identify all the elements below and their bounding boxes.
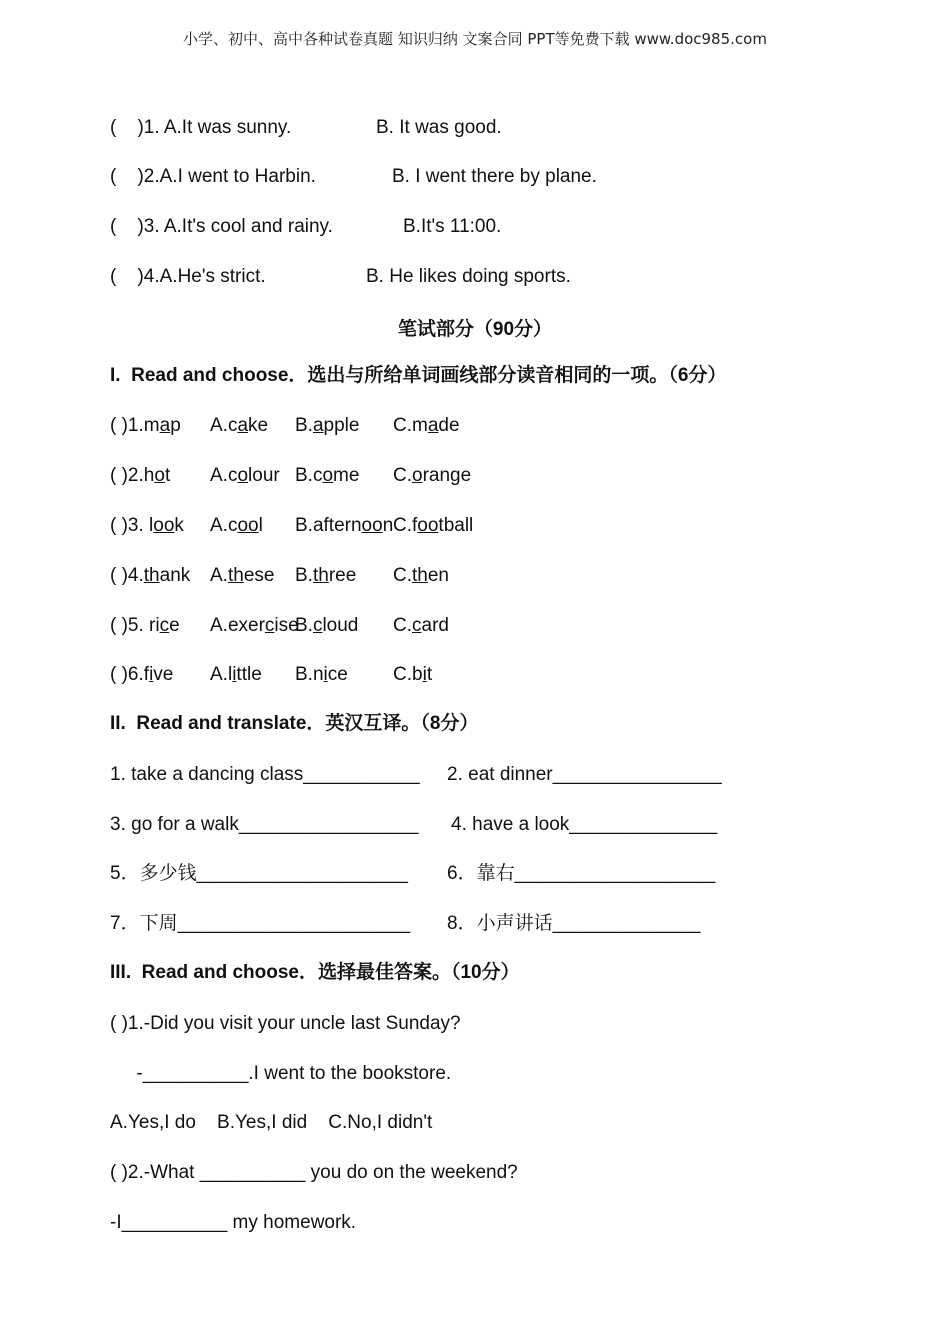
- phonics-option-c: [393, 514, 473, 538]
- phonics-option-b: [295, 514, 393, 538]
- phonics-option-a: [210, 614, 299, 638]
- word-part: A.exer: [210, 615, 265, 636]
- phonics-option-c: [393, 564, 449, 588]
- word-part: A.c: [210, 515, 238, 536]
- section-3-title: III. Read and choose．选择最佳答案。（10分）: [110, 962, 520, 983]
- translate-item: 8．小声讲话______________: [447, 913, 701, 934]
- underlined-letters: oo: [237, 515, 259, 536]
- underlined-letters: o: [322, 465, 334, 486]
- phonics-option-a: [210, 464, 280, 488]
- translate-item: 7．下周______________________: [110, 913, 411, 934]
- underlined-letters: o: [412, 465, 423, 486]
- underlined-letters: oo: [417, 515, 439, 536]
- word-part: A.c: [210, 465, 238, 486]
- underlined-letters: a: [159, 415, 171, 436]
- underlined-letters: i: [149, 664, 154, 685]
- phonics-option-b: [295, 564, 356, 588]
- word-part: ( )2.h: [110, 465, 155, 486]
- word-part: de: [438, 415, 460, 436]
- listening-option-b: B. He likes doing sports.: [366, 266, 571, 287]
- phonics-option-c: [393, 614, 449, 638]
- phonics-option-c: [393, 414, 460, 438]
- underlined-letters: i: [323, 664, 328, 685]
- page-header: 小学、初中、高中各种试卷真题 知识归纳 文案合同 PPT等免费下载 www.doc985.com: [183, 30, 767, 48]
- word-part: t: [426, 664, 433, 685]
- listening-option-a: ( )2.A.I went to Harbin.: [110, 166, 316, 187]
- word-part: B.aftern: [295, 515, 362, 536]
- word-part: C.: [393, 465, 412, 486]
- word-part: ard: [421, 615, 449, 636]
- phonics-option-b: [295, 464, 359, 488]
- underlined-letters: th: [143, 565, 160, 586]
- word-part: range: [422, 465, 472, 486]
- word-part: tball: [438, 515, 474, 536]
- word-part: C.m: [393, 415, 428, 436]
- phonics-option-a: [210, 564, 274, 588]
- word-part: A.: [210, 565, 228, 586]
- word-part: B.c: [295, 465, 323, 486]
- underlined-letters: c: [312, 615, 323, 636]
- word-part: ke: [248, 415, 269, 436]
- listening-option-a: ( )1. A.It was sunny.: [110, 117, 292, 138]
- word-part: B.: [295, 565, 313, 586]
- listening-option-b: B.It's 11:00.: [403, 216, 502, 237]
- listening-option-a: ( )4.A.He's strict.: [110, 266, 266, 287]
- word-part: t: [164, 465, 171, 486]
- phonics-option-b: [295, 414, 359, 438]
- word-part: ( )5. ri: [110, 615, 160, 636]
- word-part: C.: [393, 565, 412, 586]
- word-part: pple: [323, 415, 360, 436]
- question-line: -I__________ my homework.: [110, 1212, 357, 1233]
- word-part: n: [382, 515, 394, 536]
- listening-option-a: ( )3. A.It's cool and rainy.: [110, 216, 333, 237]
- translate-item: 3. go for a walk_________________: [110, 814, 419, 835]
- underlined-letters: c: [264, 615, 275, 636]
- word-part: l: [258, 515, 263, 536]
- word-part: me: [333, 465, 360, 486]
- word-part: ( )4.: [110, 565, 144, 586]
- word-part: ce: [327, 664, 348, 685]
- word-part: ( )3. l: [110, 515, 154, 536]
- word-part: p: [170, 415, 181, 436]
- underlined-letters: th: [312, 565, 329, 586]
- word-part: ( )1.m: [110, 415, 160, 436]
- word-part: loud: [322, 615, 359, 636]
- word-part: B.n: [295, 664, 324, 685]
- phonics-option-c: [393, 663, 432, 687]
- word-part: ise: [274, 615, 299, 636]
- written-part-title: 笔试部分（90分）: [397, 319, 553, 340]
- underlined-letters: o: [237, 465, 249, 486]
- translate-item: 5．多少钱____________________: [110, 863, 408, 884]
- phonics-option-a: [210, 663, 262, 687]
- underlined-letters: i: [232, 664, 237, 685]
- underlined-letters: c: [412, 615, 422, 636]
- word-part: A.l: [210, 664, 233, 685]
- translate-item: 6．靠右___________________: [447, 863, 716, 884]
- word-part: k: [174, 515, 184, 536]
- word-part: ree: [328, 565, 357, 586]
- question-line: ( )1.-Did you visit your uncle last Sunday?: [110, 1013, 461, 1034]
- question-line: -__________.I went to the bookstore.: [110, 1063, 452, 1084]
- word-part: lour: [248, 465, 280, 486]
- phonics-option-a: [210, 514, 263, 538]
- question-line: ( )2.-What __________ you do on the weekend?: [110, 1162, 518, 1183]
- phonics-word: [110, 614, 180, 638]
- phonics-word: [110, 514, 184, 538]
- phonics-option-a: [210, 414, 268, 438]
- question-options: A.Yes,I do B.Yes,I did C.No,I didn't: [110, 1112, 433, 1133]
- translate-item: 2. eat dinner________________: [447, 764, 722, 785]
- word-part: B.: [295, 415, 313, 436]
- underlined-letters: th: [412, 565, 428, 586]
- word-part: ttle: [236, 664, 262, 685]
- underlined-letters: oo: [153, 515, 175, 536]
- word-part: C.: [393, 615, 412, 636]
- phonics-option-b: [295, 663, 348, 687]
- section-2-title: II. Read and translate．英汉互译。（8分）: [110, 713, 479, 734]
- translate-item: 1. take a dancing class___________: [110, 764, 420, 785]
- word-part: ( )6.f: [110, 664, 150, 685]
- phonics-option-c: [393, 464, 471, 488]
- word-part: ese: [243, 565, 275, 586]
- word-part: en: [427, 565, 449, 586]
- phonics-option-b: [295, 614, 358, 638]
- word-part: ank: [159, 565, 191, 586]
- word-part: C.b: [393, 664, 423, 685]
- underlined-letters: oo: [361, 515, 383, 536]
- underlined-letters: a: [312, 415, 324, 436]
- phonics-word: [110, 414, 181, 438]
- word-part: C.f: [393, 515, 418, 536]
- phonics-word: [110, 663, 173, 687]
- underlined-letters: o: [154, 465, 165, 486]
- underlined-letters: th: [227, 565, 244, 586]
- phonics-word: [110, 464, 170, 488]
- translate-item: 4. have a look______________: [451, 814, 718, 835]
- phonics-word: [110, 564, 190, 588]
- underlined-letters: c: [159, 615, 170, 636]
- underlined-letters: a: [237, 415, 249, 436]
- word-part: e: [169, 615, 180, 636]
- section-1-title: I. Read and choose．选出与所给单词画线部分读音相同的一项。（6分）: [110, 365, 727, 386]
- underlined-letters: i: [422, 664, 427, 685]
- word-part: A.c: [210, 415, 238, 436]
- word-part: B.: [295, 615, 313, 636]
- word-part: ve: [153, 664, 174, 685]
- listening-option-b: B. I went there by plane.: [392, 166, 597, 187]
- underlined-letters: a: [427, 415, 439, 436]
- listening-option-b: B. It was good.: [376, 117, 502, 138]
